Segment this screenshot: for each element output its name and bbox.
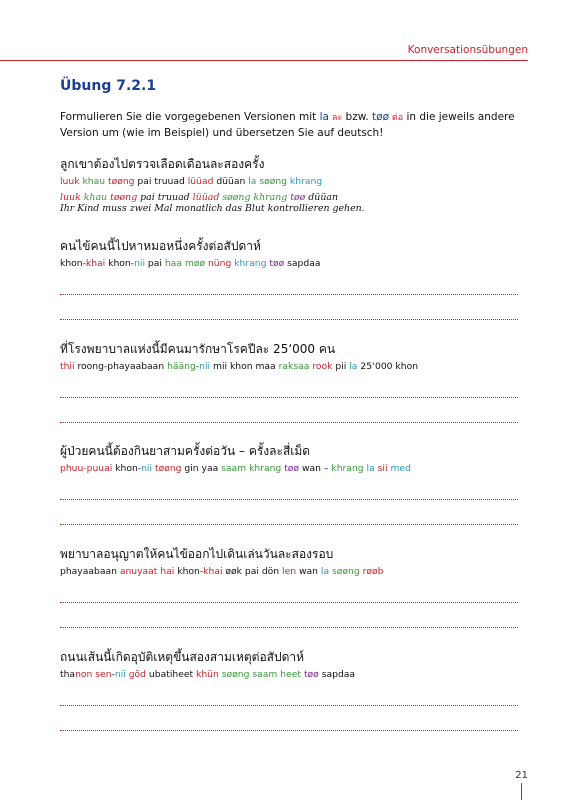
example-thai-sentence: ลูกเขาต้องไปตรวจเลือดเดือนละสองครั้ง — [60, 157, 265, 171]
transliteration-segment: düüan — [213, 176, 249, 187]
transliteration-segment: göd — [128, 669, 147, 680]
transliteration-segment: raksaa — [278, 361, 310, 372]
transliteration-segment: khrang — [249, 463, 282, 474]
transliteration-segment: pii — [332, 361, 350, 372]
transliteration-segment: 25‘000 khon — [357, 361, 419, 372]
answer-line[interactable] — [60, 524, 518, 525]
exercise-item-1 — [60, 237, 530, 320]
example-answer-transliteration — [60, 192, 530, 203]
transliteration-segment: khau — [82, 176, 106, 187]
transliteration-segment: khai — [203, 566, 223, 577]
transliteration-segment: khai — [85, 258, 106, 269]
transliteration-segment: sii — [377, 463, 388, 474]
transliteration-segment: tha — [60, 669, 76, 680]
transliteration-segment: nii — [199, 361, 211, 372]
transliteration-segment: khrang — [253, 192, 288, 203]
transliteration-segment: phayaabaan — [60, 566, 120, 577]
transliteration-segment: mii khon maa — [210, 361, 279, 372]
transliteration-segment: anuyaat — [119, 566, 158, 577]
exercise-item-5 — [60, 648, 530, 731]
transliteration-segment: gin yaa — [181, 463, 222, 474]
transliteration-segment: haa møø — [164, 258, 206, 269]
transliteration-segment: wan — [296, 566, 321, 577]
transliteration-segment: sapdaa — [284, 258, 321, 269]
transliteration-segment: tøø — [284, 463, 300, 474]
item-thai-sentence: ผู้ป่วยคนนี้ต้องกินยาสามครั้งต่อวัน – ครั้งละสี่เม็ด — [60, 444, 311, 458]
transliteration-segment: nii — [141, 463, 153, 474]
transliteration-segment: søøng saam — [221, 669, 278, 680]
item-thai-sentence: ถนนเส้นนี้เกิดอุบัติเหตุขึ้นสองสามเหตุต่อสัปดาห์ — [60, 650, 305, 664]
transliteration-segment: khon- — [105, 258, 135, 269]
transliteration-segment: khon- — [60, 258, 86, 269]
answer-line[interactable] — [60, 422, 518, 423]
instructions-text: Formulieren Sie die vorgegebenen Versionen mit — [60, 111, 320, 123]
transliteration-segment: med — [390, 463, 411, 474]
running-header-title: Konversationsübungen — [407, 44, 528, 56]
transliteration-segment: pai truuad — [137, 192, 193, 203]
item-transliteration — [60, 463, 530, 474]
transliteration-segment: søøng — [259, 176, 287, 187]
exercise-item-3 — [60, 442, 530, 525]
answer-line[interactable] — [60, 730, 518, 731]
answer-line[interactable] — [60, 319, 518, 320]
example-block — [60, 155, 530, 214]
transliteration-segment: luuk — [60, 192, 81, 203]
transliteration-segment: tøøng — [154, 463, 182, 474]
instructions-text: bzw. — [342, 111, 373, 123]
transliteration-segment: khon- — [174, 566, 204, 577]
answer-line[interactable] — [60, 705, 518, 706]
transliteration-segment: søøng — [332, 566, 360, 577]
transliteration-segment: hääng — [167, 361, 196, 372]
keyword-la: la — [319, 111, 329, 123]
transliteration-segment: phuu-puuai — [60, 463, 113, 474]
transliteration-segment: søøng — [222, 192, 251, 203]
item-thai-sentence: ที่โรงพยาบาลแห่งนี้มีคนมารักษาโรคปีละ 25‘000 คน — [60, 342, 336, 356]
transliteration-segment: tøø — [303, 669, 319, 680]
exercise-title: Übung 7.2.1 — [60, 78, 157, 94]
page-edge-marker — [521, 783, 522, 800]
transliteration-segment: la — [248, 176, 257, 187]
transliteration-segment: lüüad — [187, 176, 214, 187]
transliteration-segment: khrang — [289, 176, 323, 187]
item-transliteration — [60, 566, 530, 577]
transliteration-segment: - — [111, 669, 115, 680]
transliteration-segment: thii — [60, 361, 75, 372]
transliteration-segment: khau — [83, 192, 108, 203]
item-transliteration — [60, 258, 530, 269]
transliteration-segment: hai — [160, 566, 175, 577]
answer-line[interactable] — [60, 397, 518, 398]
answer-line[interactable] — [60, 602, 518, 603]
example-answer-translation: Ihr Kind muss zwei Mal monatlich das Blut kontrollieren gehen. — [60, 203, 365, 214]
transliteration-segment: pai — [145, 258, 165, 269]
transliteration-segment: nii — [134, 258, 145, 269]
transliteration-segment: røøb — [362, 566, 384, 577]
transliteration-segment: - — [195, 361, 200, 372]
transliteration-segment: rook — [312, 361, 333, 372]
transliteration-segment: tøø — [269, 258, 285, 269]
transliteration-segment: khün — [196, 669, 219, 680]
transliteration-segment: nüng — [207, 258, 232, 269]
header-divider — [0, 60, 528, 61]
exercise-item-4 — [60, 545, 530, 628]
transliteration-segment: ubatiheet — [146, 669, 197, 680]
item-thai-sentence: คนไข้คนนี้ไปหาหมอหนึ่งครั้งต่อสัปดาห์ — [60, 239, 261, 253]
exercise-instructions — [60, 110, 530, 141]
item-thai-sentence: พยาบาลอนุญาตให้คนไข้ออกไปเดินเล่นวันละสองรอบ — [60, 547, 334, 561]
transliteration-segment: la — [320, 566, 330, 577]
transliteration-segment: nii — [114, 669, 126, 680]
keyword-la-thai: ละ — [328, 113, 343, 123]
transliteration-segment: wan – — [299, 463, 332, 474]
transliteration-segment: tøø — [290, 192, 306, 203]
transliteration-segment: la — [349, 361, 358, 372]
answer-line[interactable] — [60, 627, 518, 628]
page-number: 21 — [515, 770, 528, 781]
transliteration-segment: tøøng — [107, 176, 135, 187]
instructions-text: in die jeweils andere Version um (wie im Beispiel) und übersetzen Sie auf deutsch! — [60, 111, 515, 139]
transliteration-segment: len — [282, 566, 297, 577]
transliteration-segment: tøøng — [110, 192, 138, 203]
keyword-toe: tøø — [372, 111, 389, 123]
transliteration-segment: pai truuad — [134, 176, 188, 187]
item-transliteration — [60, 361, 530, 372]
transliteration-segment: khrang — [331, 463, 364, 474]
transliteration-segment: khrang — [234, 258, 267, 269]
answer-line[interactable] — [60, 499, 518, 500]
transliteration-segment: sapdaa — [318, 669, 356, 680]
transliteration-segment: luuk — [60, 176, 80, 187]
transliteration-segment: saam — [221, 463, 247, 474]
transliteration-segment: düüan — [305, 192, 339, 203]
answer-line[interactable] — [60, 294, 518, 295]
item-transliteration — [60, 669, 530, 680]
transliteration-segment: la — [366, 463, 375, 474]
transliteration-segment: sen — [95, 669, 112, 680]
transliteration-segment: khon- — [112, 463, 142, 474]
keyword-toe-thai: ต่อ — [389, 113, 404, 123]
transliteration-segment: non — [75, 669, 93, 680]
transliteration-segment: øøk pai dön — [222, 566, 283, 577]
transliteration-segment: heet — [280, 669, 302, 680]
transliteration-segment: roong-phayaabaan — [74, 361, 168, 372]
transliteration-segment: lüüad — [192, 192, 220, 203]
example-transliteration — [60, 176, 530, 187]
exercise-item-2 — [60, 340, 530, 423]
